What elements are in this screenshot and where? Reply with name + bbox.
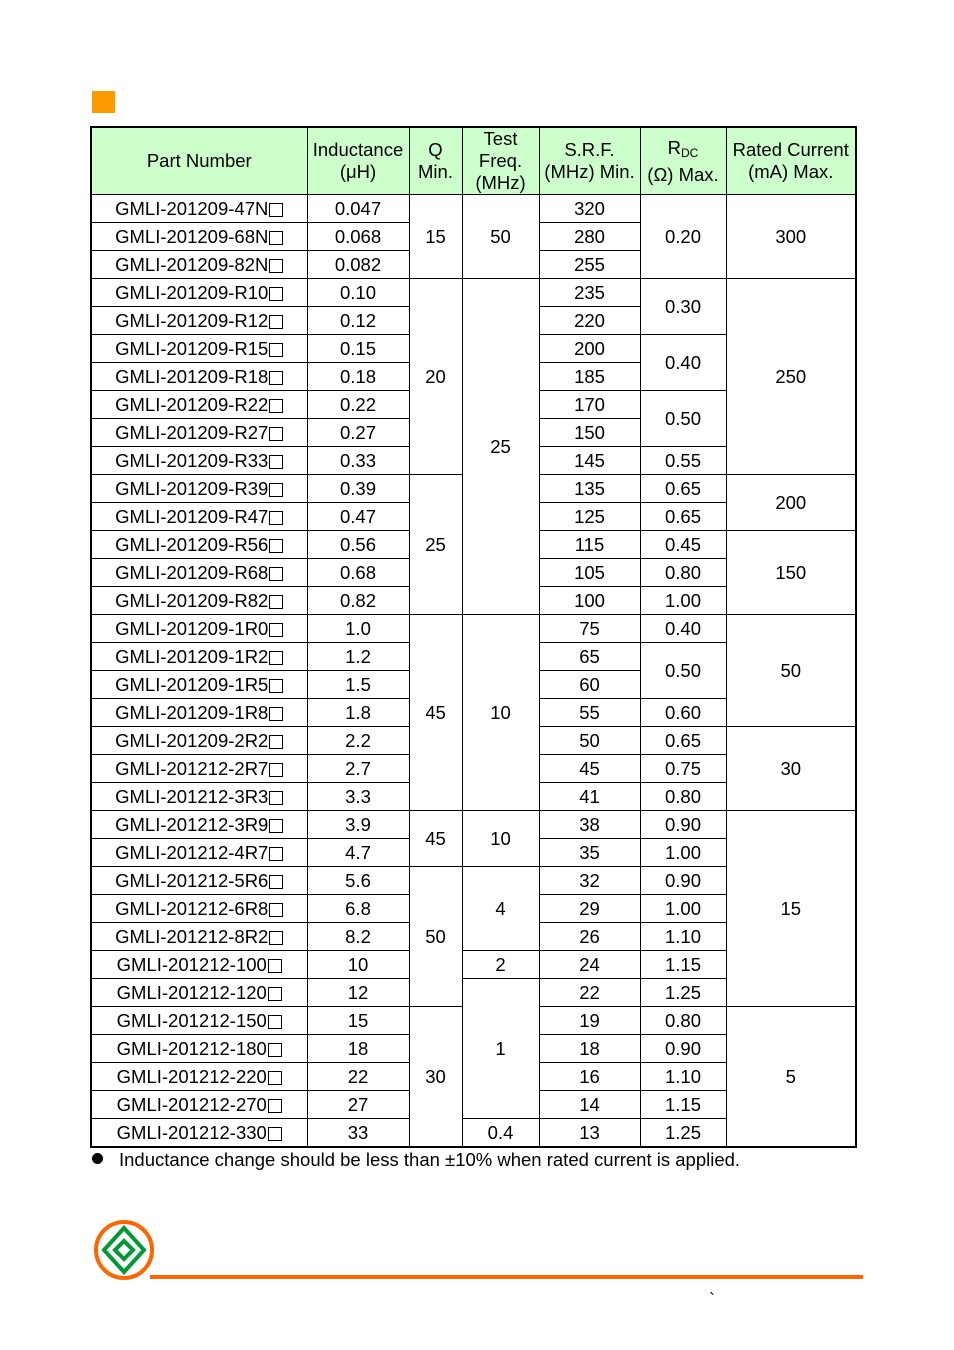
tolerance-box-icon <box>269 651 283 665</box>
part-number-cell <box>91 503 307 531</box>
part-number-text: GMLI-201209-R68 <box>115 562 269 583</box>
srf-cell: 115 <box>539 531 640 559</box>
inductance-cell: 4.7 <box>307 839 409 867</box>
header-rated-current <box>726 127 856 195</box>
tolerance-box-icon <box>269 875 283 889</box>
inductance-cell: 6.8 <box>307 895 409 923</box>
header-rdc-unit: (Ω) Max. <box>647 163 719 185</box>
rdc-cell: 0.65 <box>640 475 726 503</box>
part-number-cell <box>91 279 307 307</box>
srf-cell: 19 <box>539 1007 640 1035</box>
tolerance-box-icon <box>268 1043 282 1057</box>
inductance-cell: 0.39 <box>307 475 409 503</box>
header-test-freq-line1: Test <box>483 128 518 149</box>
srf-cell: 41 <box>539 783 640 811</box>
rdc-cell: 1.00 <box>640 587 726 615</box>
q-cell: 50 <box>409 867 462 1007</box>
test-freq-cell: 2 <box>462 951 539 979</box>
rdc-cell: 0.90 <box>640 1035 726 1063</box>
tolerance-box-icon <box>269 203 283 217</box>
bullet-icon <box>92 1153 103 1164</box>
header-inductance-line: Inductance <box>312 139 404 160</box>
tolerance-box-icon <box>269 791 283 805</box>
srf-cell: 13 <box>539 1119 640 1148</box>
srf-cell: 18 <box>539 1035 640 1063</box>
q-cell: 20 <box>409 279 462 475</box>
inductance-cell: 22 <box>307 1063 409 1091</box>
footnote <box>92 1149 740 1171</box>
rated-current-cell: 300 <box>726 195 856 279</box>
part-number-cell <box>91 223 307 251</box>
srf-cell: 50 <box>539 727 640 755</box>
inductance-cell: 0.12 <box>307 307 409 335</box>
company-logo-icon <box>93 1219 155 1281</box>
part-number-cell <box>91 895 307 923</box>
part-number-cell <box>91 1063 307 1091</box>
srf-cell: 105 <box>539 559 640 587</box>
srf-cell: 60 <box>539 671 640 699</box>
rdc-cell: 0.50 <box>640 643 726 699</box>
srf-cell: 24 <box>539 951 640 979</box>
part-number-cell <box>91 1007 307 1035</box>
inductance-cell: 1.8 <box>307 699 409 727</box>
header-test-freq <box>462 127 539 195</box>
tolerance-box-icon <box>269 427 283 441</box>
inductance-cell: 3.3 <box>307 783 409 811</box>
inductance-cell: 0.18 <box>307 363 409 391</box>
part-number-text: GMLI-201209-1R5 <box>115 674 269 695</box>
section-marker <box>92 91 115 113</box>
rdc-cell: 0.90 <box>640 811 726 839</box>
part-number-text: GMLI-201209-R39 <box>115 478 269 499</box>
tolerance-box-icon <box>269 315 283 329</box>
q-cell: 15 <box>409 195 462 279</box>
part-number-cell <box>91 979 307 1007</box>
header-srf <box>539 127 640 195</box>
tolerance-box-icon <box>269 679 283 693</box>
rated-current-cell: 250 <box>726 279 856 475</box>
inductance-cell: 27 <box>307 1091 409 1119</box>
part-number-text: GMLI-201212-5R6 <box>115 870 269 891</box>
srf-cell: 135 <box>539 475 640 503</box>
header-rdc-main: R <box>667 136 682 158</box>
rated-current-cell: 150 <box>726 531 856 615</box>
inductance-cell: 0.068 <box>307 223 409 251</box>
table-row <box>91 615 856 643</box>
rated-current-cell: 200 <box>726 475 856 531</box>
rdc-cell: 0.55 <box>640 447 726 475</box>
srf-cell: 16 <box>539 1063 640 1091</box>
part-number-cell <box>91 1119 307 1148</box>
srf-cell: 32 <box>539 867 640 895</box>
footer-mark: ` <box>709 1290 715 1310</box>
inductance-cell: 0.33 <box>307 447 409 475</box>
tolerance-box-icon <box>269 511 283 525</box>
q-cell: 45 <box>409 615 462 811</box>
test-freq-cell: 10 <box>462 615 539 811</box>
part-number-cell <box>91 559 307 587</box>
inductance-cell: 0.56 <box>307 531 409 559</box>
part-number-text: GMLI-201212-330 <box>116 1122 267 1143</box>
tolerance-box-icon <box>269 623 283 637</box>
header-rdc <box>640 127 726 195</box>
inductance-cell: 0.10 <box>307 279 409 307</box>
tolerance-box-icon <box>269 371 283 385</box>
rdc-cell: 1.25 <box>640 979 726 1007</box>
rdc-cell: 0.80 <box>640 783 726 811</box>
inductance-cell: 5.6 <box>307 867 409 895</box>
tolerance-box-icon <box>269 567 283 581</box>
table-row <box>91 195 856 223</box>
rated-current-cell: 5 <box>726 1007 856 1148</box>
part-number-text: GMLI-201209-R27 <box>115 422 269 443</box>
inductance-cell: 1.5 <box>307 671 409 699</box>
test-freq-cell: 10 <box>462 811 539 867</box>
part-number-text: GMLI-201209-R10 <box>115 282 269 303</box>
srf-cell: 35 <box>539 839 640 867</box>
table-body <box>91 195 856 1148</box>
rdc-cell: 0.75 <box>640 755 726 783</box>
srf-cell: 150 <box>539 419 640 447</box>
part-number-cell <box>91 811 307 839</box>
part-number-text: GMLI-201209-47N <box>115 198 269 219</box>
part-number-text: GMLI-201212-4R7 <box>115 842 269 863</box>
rdc-cell: 0.65 <box>640 727 726 755</box>
part-number-cell <box>91 671 307 699</box>
header-q <box>409 127 462 195</box>
part-number-cell <box>91 419 307 447</box>
srf-cell: 26 <box>539 923 640 951</box>
q-cell: 25 <box>409 475 462 615</box>
test-freq-cell: 1 <box>462 979 539 1119</box>
tolerance-box-icon <box>269 819 283 833</box>
part-number-text: GMLI-201212-2R7 <box>115 758 269 779</box>
tolerance-box-icon <box>269 231 283 245</box>
header-rdc-sub: DC <box>681 145 699 160</box>
part-number-text: GMLI-201209-R12 <box>115 310 269 331</box>
header-test-freq-unit: (MHz) <box>475 172 526 193</box>
part-number-text: GMLI-201209-68N <box>115 226 269 247</box>
tolerance-box-icon <box>269 735 283 749</box>
rdc-cell: 0.65 <box>640 503 726 531</box>
srf-cell: 125 <box>539 503 640 531</box>
srf-cell: 29 <box>539 895 640 923</box>
part-number-cell <box>91 755 307 783</box>
rdc-cell: 1.15 <box>640 1091 726 1119</box>
header-inductance-unit: (μH) <box>339 161 377 182</box>
srf-cell: 14 <box>539 1091 640 1119</box>
srf-cell: 280 <box>539 223 640 251</box>
srf-cell: 145 <box>539 447 640 475</box>
rdc-cell: 0.30 <box>640 279 726 335</box>
tolerance-box-icon <box>269 903 283 917</box>
inductance-cell: 8.2 <box>307 923 409 951</box>
part-number-cell <box>91 531 307 559</box>
part-number-cell <box>91 867 307 895</box>
test-freq-cell: 4 <box>462 867 539 951</box>
part-number-cell <box>91 587 307 615</box>
srf-cell: 100 <box>539 587 640 615</box>
srf-cell: 185 <box>539 363 640 391</box>
rdc-cell: 0.50 <box>640 391 726 447</box>
test-freq-cell: 50 <box>462 195 539 279</box>
rated-current-cell: 30 <box>726 727 856 811</box>
part-number-cell <box>91 699 307 727</box>
tolerance-box-icon <box>269 483 283 497</box>
part-number-cell <box>91 1091 307 1119</box>
rdc-cell: 1.15 <box>640 951 726 979</box>
part-number-text: GMLI-201212-3R9 <box>115 814 269 835</box>
part-number-cell <box>91 447 307 475</box>
inductance-cell: 1.0 <box>307 615 409 643</box>
tolerance-box-icon <box>268 1071 282 1085</box>
srf-cell: 22 <box>539 979 640 1007</box>
part-number-text: GMLI-201212-120 <box>116 982 267 1003</box>
part-number-cell <box>91 839 307 867</box>
tolerance-box-icon <box>269 455 283 469</box>
rdc-cell: 0.40 <box>640 335 726 391</box>
part-number-text: GMLI-201209-R33 <box>115 450 269 471</box>
inductance-cell: 0.047 <box>307 195 409 223</box>
tolerance-box-icon <box>269 931 283 945</box>
part-number-cell <box>91 475 307 503</box>
tolerance-box-icon <box>268 1015 282 1029</box>
rated-current-cell: 15 <box>726 811 856 1007</box>
header-q-unit: Min. <box>418 161 453 182</box>
tolerance-box-icon <box>268 1127 282 1141</box>
part-number-text: GMLI-201212-8R2 <box>115 926 269 947</box>
rdc-cell: 0.45 <box>640 531 726 559</box>
part-number-cell <box>91 391 307 419</box>
inductance-cell: 12 <box>307 979 409 1007</box>
table-row <box>91 279 856 307</box>
inductance-cell: 0.15 <box>307 335 409 363</box>
inductance-cell: 10 <box>307 951 409 979</box>
inductance-cell: 0.22 <box>307 391 409 419</box>
rdc-cell: 1.00 <box>640 895 726 923</box>
rated-current-cell: 50 <box>726 615 856 727</box>
rdc-cell: 1.25 <box>640 1119 726 1148</box>
tolerance-box-icon <box>269 707 283 721</box>
part-number-cell <box>91 615 307 643</box>
tolerance-box-icon <box>269 259 283 273</box>
rdc-cell: 0.20 <box>640 195 726 279</box>
inductance-cell: 18 <box>307 1035 409 1063</box>
header-part-number: Part Number <box>91 127 307 195</box>
test-freq-cell: 25 <box>462 279 539 615</box>
part-number-cell <box>91 251 307 279</box>
part-number-text: GMLI-201209-82N <box>115 254 269 275</box>
tolerance-box-icon <box>268 987 282 1001</box>
inductance-cell: 15 <box>307 1007 409 1035</box>
header-inductance <box>307 127 409 195</box>
rdc-cell: 1.00 <box>640 839 726 867</box>
srf-cell: 55 <box>539 699 640 727</box>
part-number-text: GMLI-201209-R82 <box>115 590 269 611</box>
part-number-text: GMLI-201209-R22 <box>115 394 269 415</box>
inductance-cell: 0.082 <box>307 251 409 279</box>
tolerance-box-icon <box>269 399 283 413</box>
inductor-spec-table <box>90 126 857 1148</box>
tolerance-box-icon <box>269 539 283 553</box>
part-number-text: GMLI-201212-3R3 <box>115 786 269 807</box>
rdc-cell: 1.10 <box>640 1063 726 1091</box>
part-number-cell <box>91 951 307 979</box>
inductance-cell: 3.9 <box>307 811 409 839</box>
srf-cell: 75 <box>539 615 640 643</box>
inductance-cell: 0.27 <box>307 419 409 447</box>
srf-cell: 235 <box>539 279 640 307</box>
header-rated-current-line: Rated Current <box>732 139 849 160</box>
part-number-text: GMLI-201209-R47 <box>115 506 269 527</box>
header-rated-current-unit: (mA) Max. <box>748 161 834 182</box>
inductance-cell: 0.47 <box>307 503 409 531</box>
header-rdc-line <box>641 137 726 164</box>
tolerance-box-icon <box>269 763 283 777</box>
part-number-cell <box>91 335 307 363</box>
tolerance-box-icon <box>269 595 283 609</box>
tolerance-box-icon <box>268 959 282 973</box>
part-number-text: GMLI-201209-1R0 <box>115 618 269 639</box>
rdc-cell: 0.60 <box>640 699 726 727</box>
part-number-text: GMLI-201209-R18 <box>115 366 269 387</box>
table-row <box>91 811 856 839</box>
rdc-cell: 1.10 <box>640 923 726 951</box>
rdc-cell: 0.40 <box>640 615 726 643</box>
part-number-text: GMLI-201209-R15 <box>115 338 269 359</box>
part-number-text: GMLI-201212-180 <box>116 1038 267 1059</box>
rdc-cell: 0.80 <box>640 559 726 587</box>
part-number-cell <box>91 727 307 755</box>
header-srf-line: S.R.F. <box>564 139 615 160</box>
inductance-cell: 2.7 <box>307 755 409 783</box>
part-number-text: GMLI-201212-150 <box>116 1010 267 1031</box>
inductance-cell: 0.82 <box>307 587 409 615</box>
srf-cell: 170 <box>539 391 640 419</box>
table-header-row <box>91 127 856 195</box>
header-q-line: Q <box>428 139 443 160</box>
header-srf-unit: (MHz) Min. <box>544 161 635 182</box>
footer-rule <box>150 1275 863 1279</box>
part-number-cell <box>91 195 307 223</box>
srf-cell: 65 <box>539 643 640 671</box>
part-number-text: GMLI-201209-1R8 <box>115 702 269 723</box>
part-number-text: GMLI-201212-270 <box>116 1094 267 1115</box>
q-cell: 30 <box>409 1007 462 1148</box>
part-number-text: GMLI-201209-2R2 <box>115 730 269 751</box>
srf-cell: 320 <box>539 195 640 223</box>
part-number-text: GMLI-201212-6R8 <box>115 898 269 919</box>
rdc-cell: 0.90 <box>640 867 726 895</box>
part-number-text: GMLI-201209-R56 <box>115 534 269 555</box>
q-cell: 45 <box>409 811 462 867</box>
header-test-freq-line2: Freq. <box>478 150 523 171</box>
inductance-cell: 1.2 <box>307 643 409 671</box>
tolerance-box-icon <box>269 343 283 357</box>
part-number-cell <box>91 783 307 811</box>
part-number-text: GMLI-201212-100 <box>116 954 267 975</box>
srf-cell: 38 <box>539 811 640 839</box>
tolerance-box-icon <box>268 1099 282 1113</box>
tolerance-box-icon <box>269 847 283 861</box>
srf-cell: 200 <box>539 335 640 363</box>
part-number-cell <box>91 923 307 951</box>
footnote-text: Inductance change should be less than ±10% when rated current is applied. <box>119 1149 741 1170</box>
test-freq-cell: 0.4 <box>462 1119 539 1148</box>
part-number-cell <box>91 363 307 391</box>
part-number-text: GMLI-201209-1R2 <box>115 646 269 667</box>
srf-cell: 220 <box>539 307 640 335</box>
inductance-cell: 2.2 <box>307 727 409 755</box>
part-number-cell <box>91 307 307 335</box>
part-number-cell <box>91 1035 307 1063</box>
part-number-cell <box>91 643 307 671</box>
rdc-cell: 0.80 <box>640 1007 726 1035</box>
srf-cell: 255 <box>539 251 640 279</box>
srf-cell: 45 <box>539 755 640 783</box>
inductance-cell: 33 <box>307 1119 409 1148</box>
part-number-text: GMLI-201212-220 <box>116 1066 267 1087</box>
tolerance-box-icon <box>269 287 283 301</box>
inductance-cell: 0.68 <box>307 559 409 587</box>
